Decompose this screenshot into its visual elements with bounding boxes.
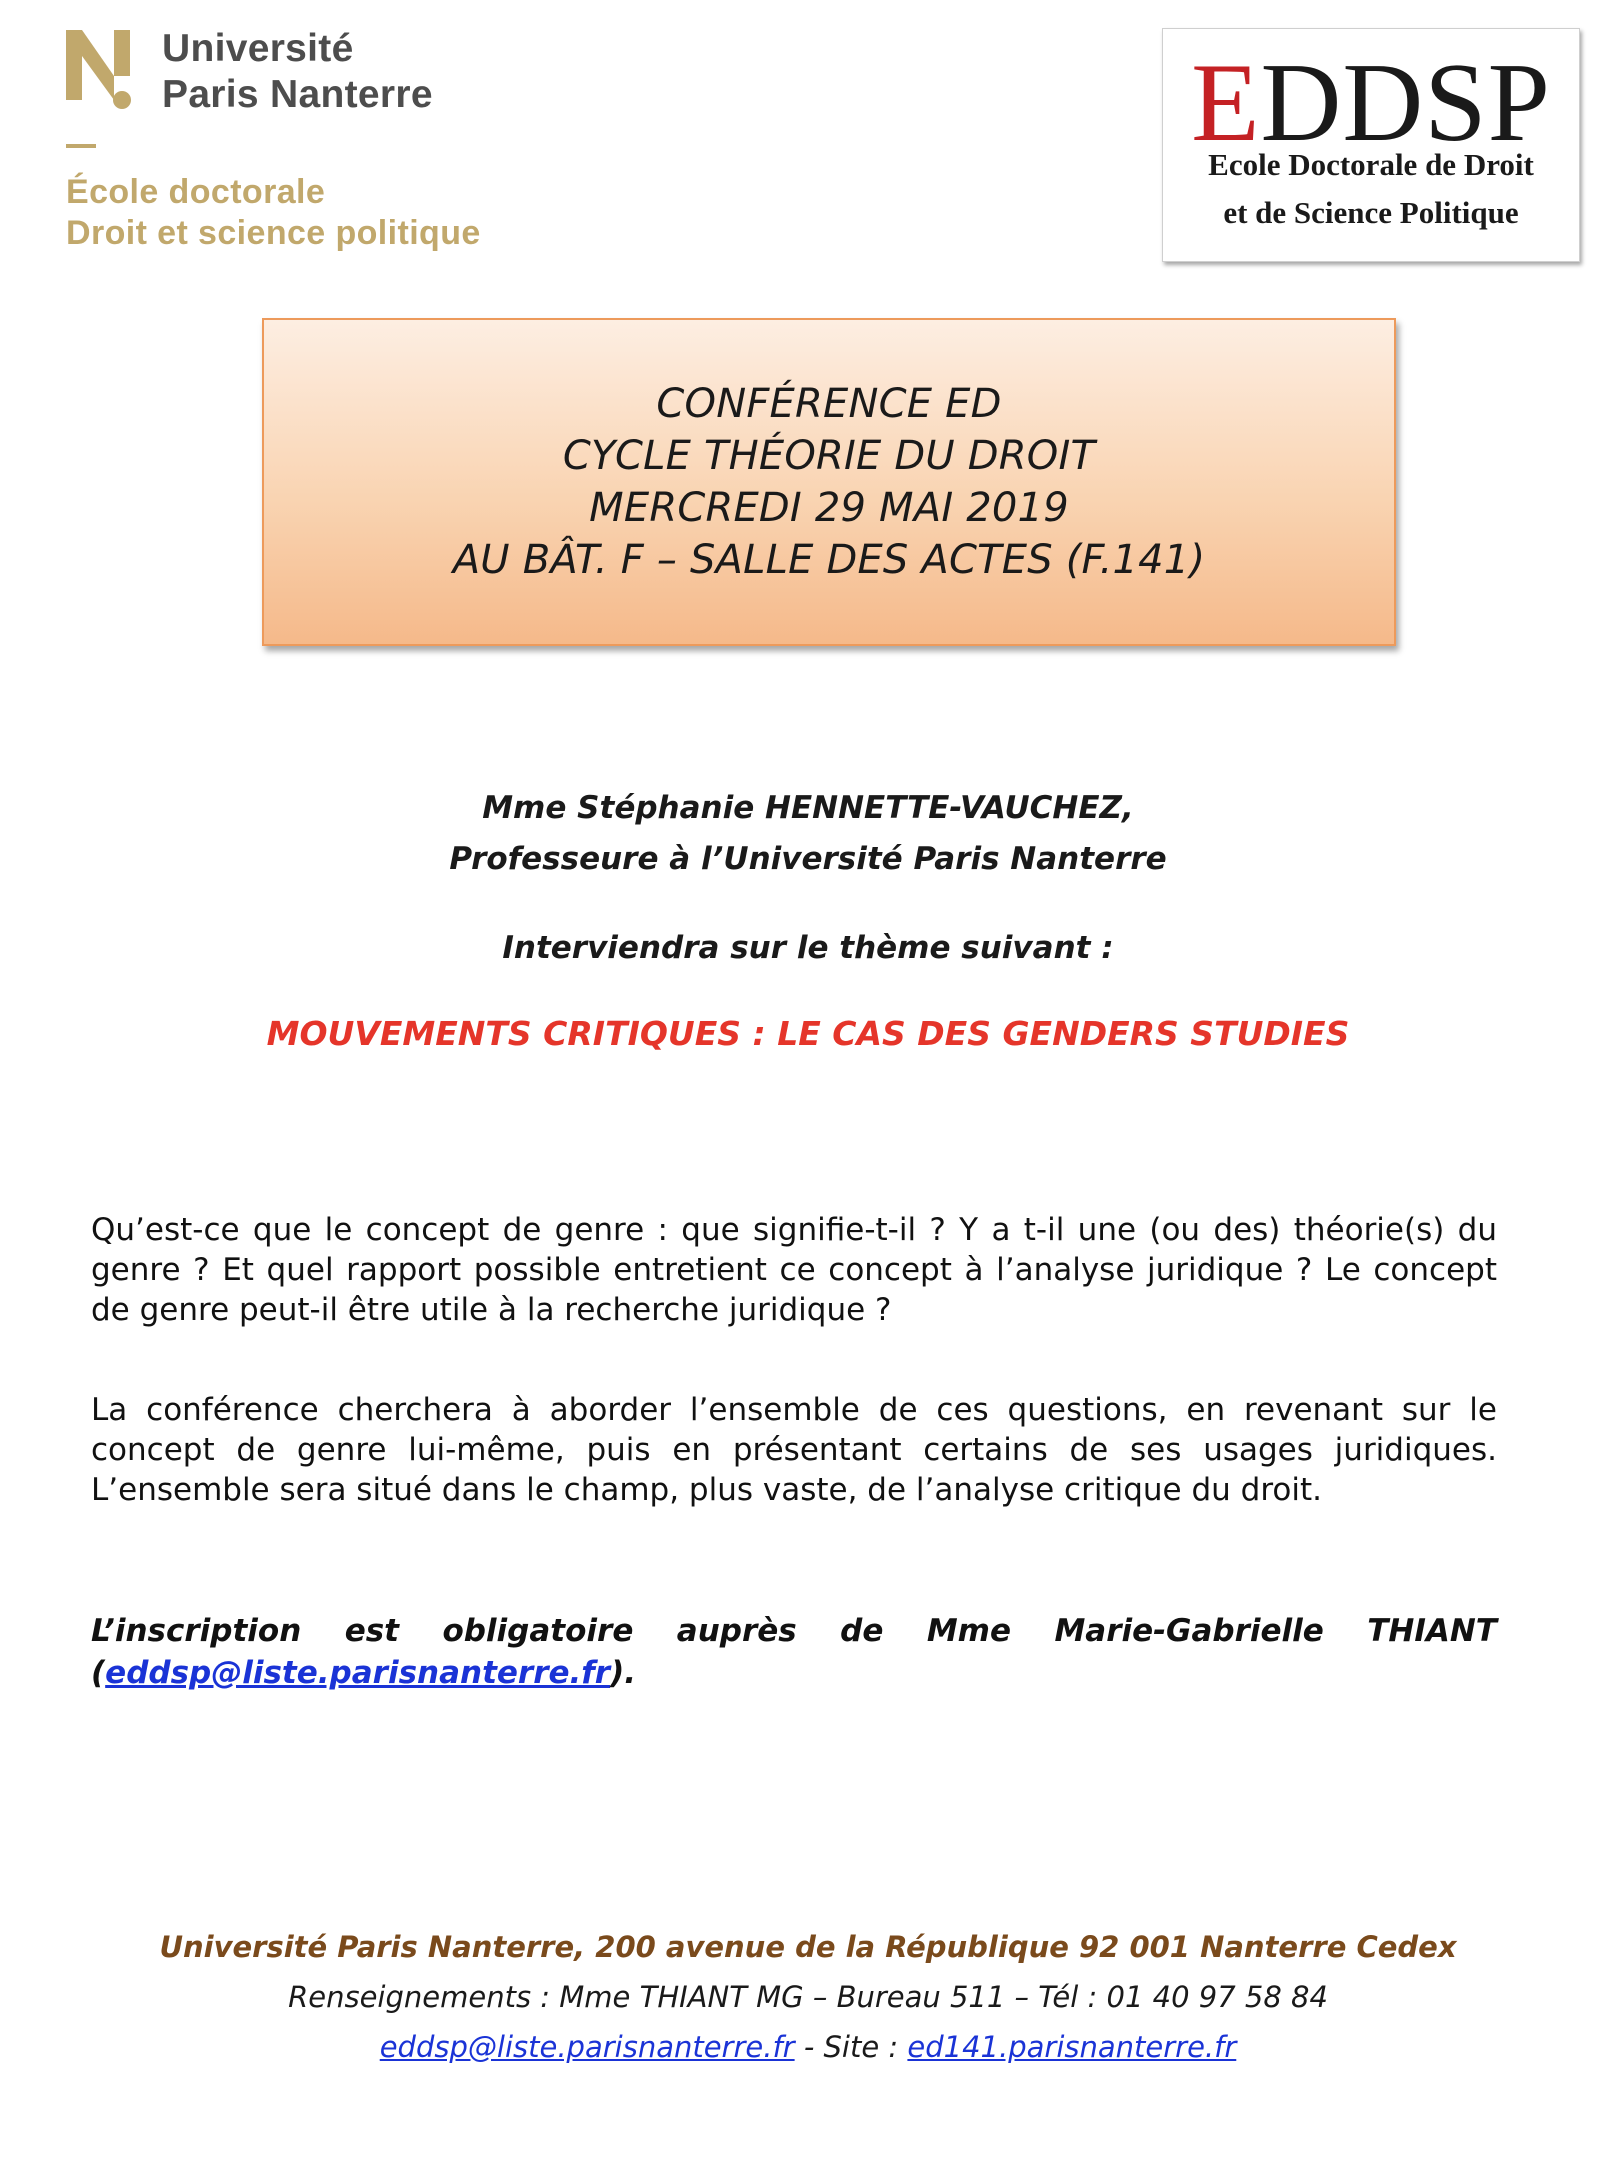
footer-contact: Renseignements : Mme THIANT MG – Bureau 511 – Tél : 01 40 97 58 84 bbox=[288, 1980, 1328, 2014]
registration-open-paren: ( bbox=[91, 1655, 106, 1691]
registration-word: L’inscription bbox=[91, 1613, 302, 1649]
university-name-line2: Paris Nanterre bbox=[162, 73, 433, 116]
eddsp-letter-e: E bbox=[1191, 41, 1261, 165]
eddsp-logo bbox=[1162, 28, 1580, 262]
conference-title-box bbox=[262, 318, 1396, 646]
eddsp-subtitle-line1: Ecole Doctorale de Droit bbox=[1208, 147, 1534, 182]
registration-word: obligatoire bbox=[442, 1613, 634, 1649]
eddsp-letters-dd: DD bbox=[1260, 41, 1425, 165]
speaker-name: Mme Stéphanie HENNETTE-VAUCHEZ, bbox=[482, 790, 1134, 826]
registration-email-link[interactable]: eddsp@liste.parisnanterre.fr bbox=[105, 1655, 611, 1691]
registration-word: est bbox=[344, 1613, 399, 1649]
footer-links bbox=[0, 2030, 1616, 2064]
nanterre-n-logo-icon bbox=[66, 30, 146, 120]
footer-site-link[interactable]: ed141.parisnanterre.fr bbox=[907, 2030, 1237, 2064]
title-line-conference: CONFÉRENCE ED bbox=[656, 381, 1002, 427]
footer-site-separator: - Site : bbox=[794, 2030, 908, 2064]
speaker-intro: Interviendra sur le thème suivant : bbox=[502, 930, 1114, 966]
footer-email-link[interactable]: eddsp@liste.parisnanterre.fr bbox=[379, 2030, 795, 2064]
university-logo bbox=[66, 26, 536, 256]
university-name-line1: Université bbox=[162, 27, 354, 70]
registration-line bbox=[91, 1610, 1497, 1652]
doctoral-school-name bbox=[66, 172, 481, 254]
footer-address: Université Paris Nanterre, 200 avenue de la République 92 001 Nanterre Cedex bbox=[159, 1930, 1457, 1964]
registration-word: THIANT bbox=[1367, 1613, 1497, 1649]
speaker-role: Professeure à l’Université Paris Nanterre bbox=[449, 841, 1167, 877]
logo-divider bbox=[66, 144, 96, 148]
title-line-cycle: CYCLE THÉORIE DU DROIT bbox=[562, 433, 1096, 479]
eddsp-letters-sp: SP bbox=[1424, 41, 1551, 165]
description-paragraph-1: Qu’est-ce que le concept de genre : que signifie-t-il ? Y a t-il une (ou des) théorie(s) du genre ? Et quel rapport possible entretient ce concept à l’analyse juridique ? Le concept de genre peut-il être utile à la recherche juridique ? bbox=[91, 1212, 1497, 1328]
doctoral-school-line1: École doctorale bbox=[66, 173, 326, 211]
registration-word: auprès bbox=[676, 1613, 797, 1649]
registration-contact bbox=[91, 1652, 1497, 1694]
description-paragraph-2: La conférence cherchera à aborder l’ensemble de ces questions, en revenant sur le concept de genre lui-même, puis en présentant certains de ses usages juridiques. L’ensemble sera situé dans le champ, plus vaste, de l’analyse critique du droit. bbox=[91, 1392, 1497, 1508]
eddsp-subtitle-line2: et de Science Politique bbox=[1223, 195, 1519, 230]
doctoral-school-line2: Droit et science politique bbox=[66, 214, 481, 252]
registration-word: Marie-Gabrielle bbox=[1054, 1613, 1324, 1649]
registration-word: Mme bbox=[926, 1613, 1012, 1649]
university-name bbox=[162, 26, 433, 118]
registration-notice bbox=[91, 1610, 1497, 1694]
talk-theme: MOUVEMENTS CRITIQUES : LE CAS DES GENDERS STUDIES bbox=[266, 1014, 1350, 1053]
registration-word: de bbox=[840, 1613, 884, 1649]
title-line-date: MERCREDI 29 MAI 2019 bbox=[589, 485, 1069, 531]
title-line-location: AU BÂT. F – SALLE DES ACTES (F.141) bbox=[452, 537, 1206, 583]
registration-close: ). bbox=[610, 1655, 637, 1691]
